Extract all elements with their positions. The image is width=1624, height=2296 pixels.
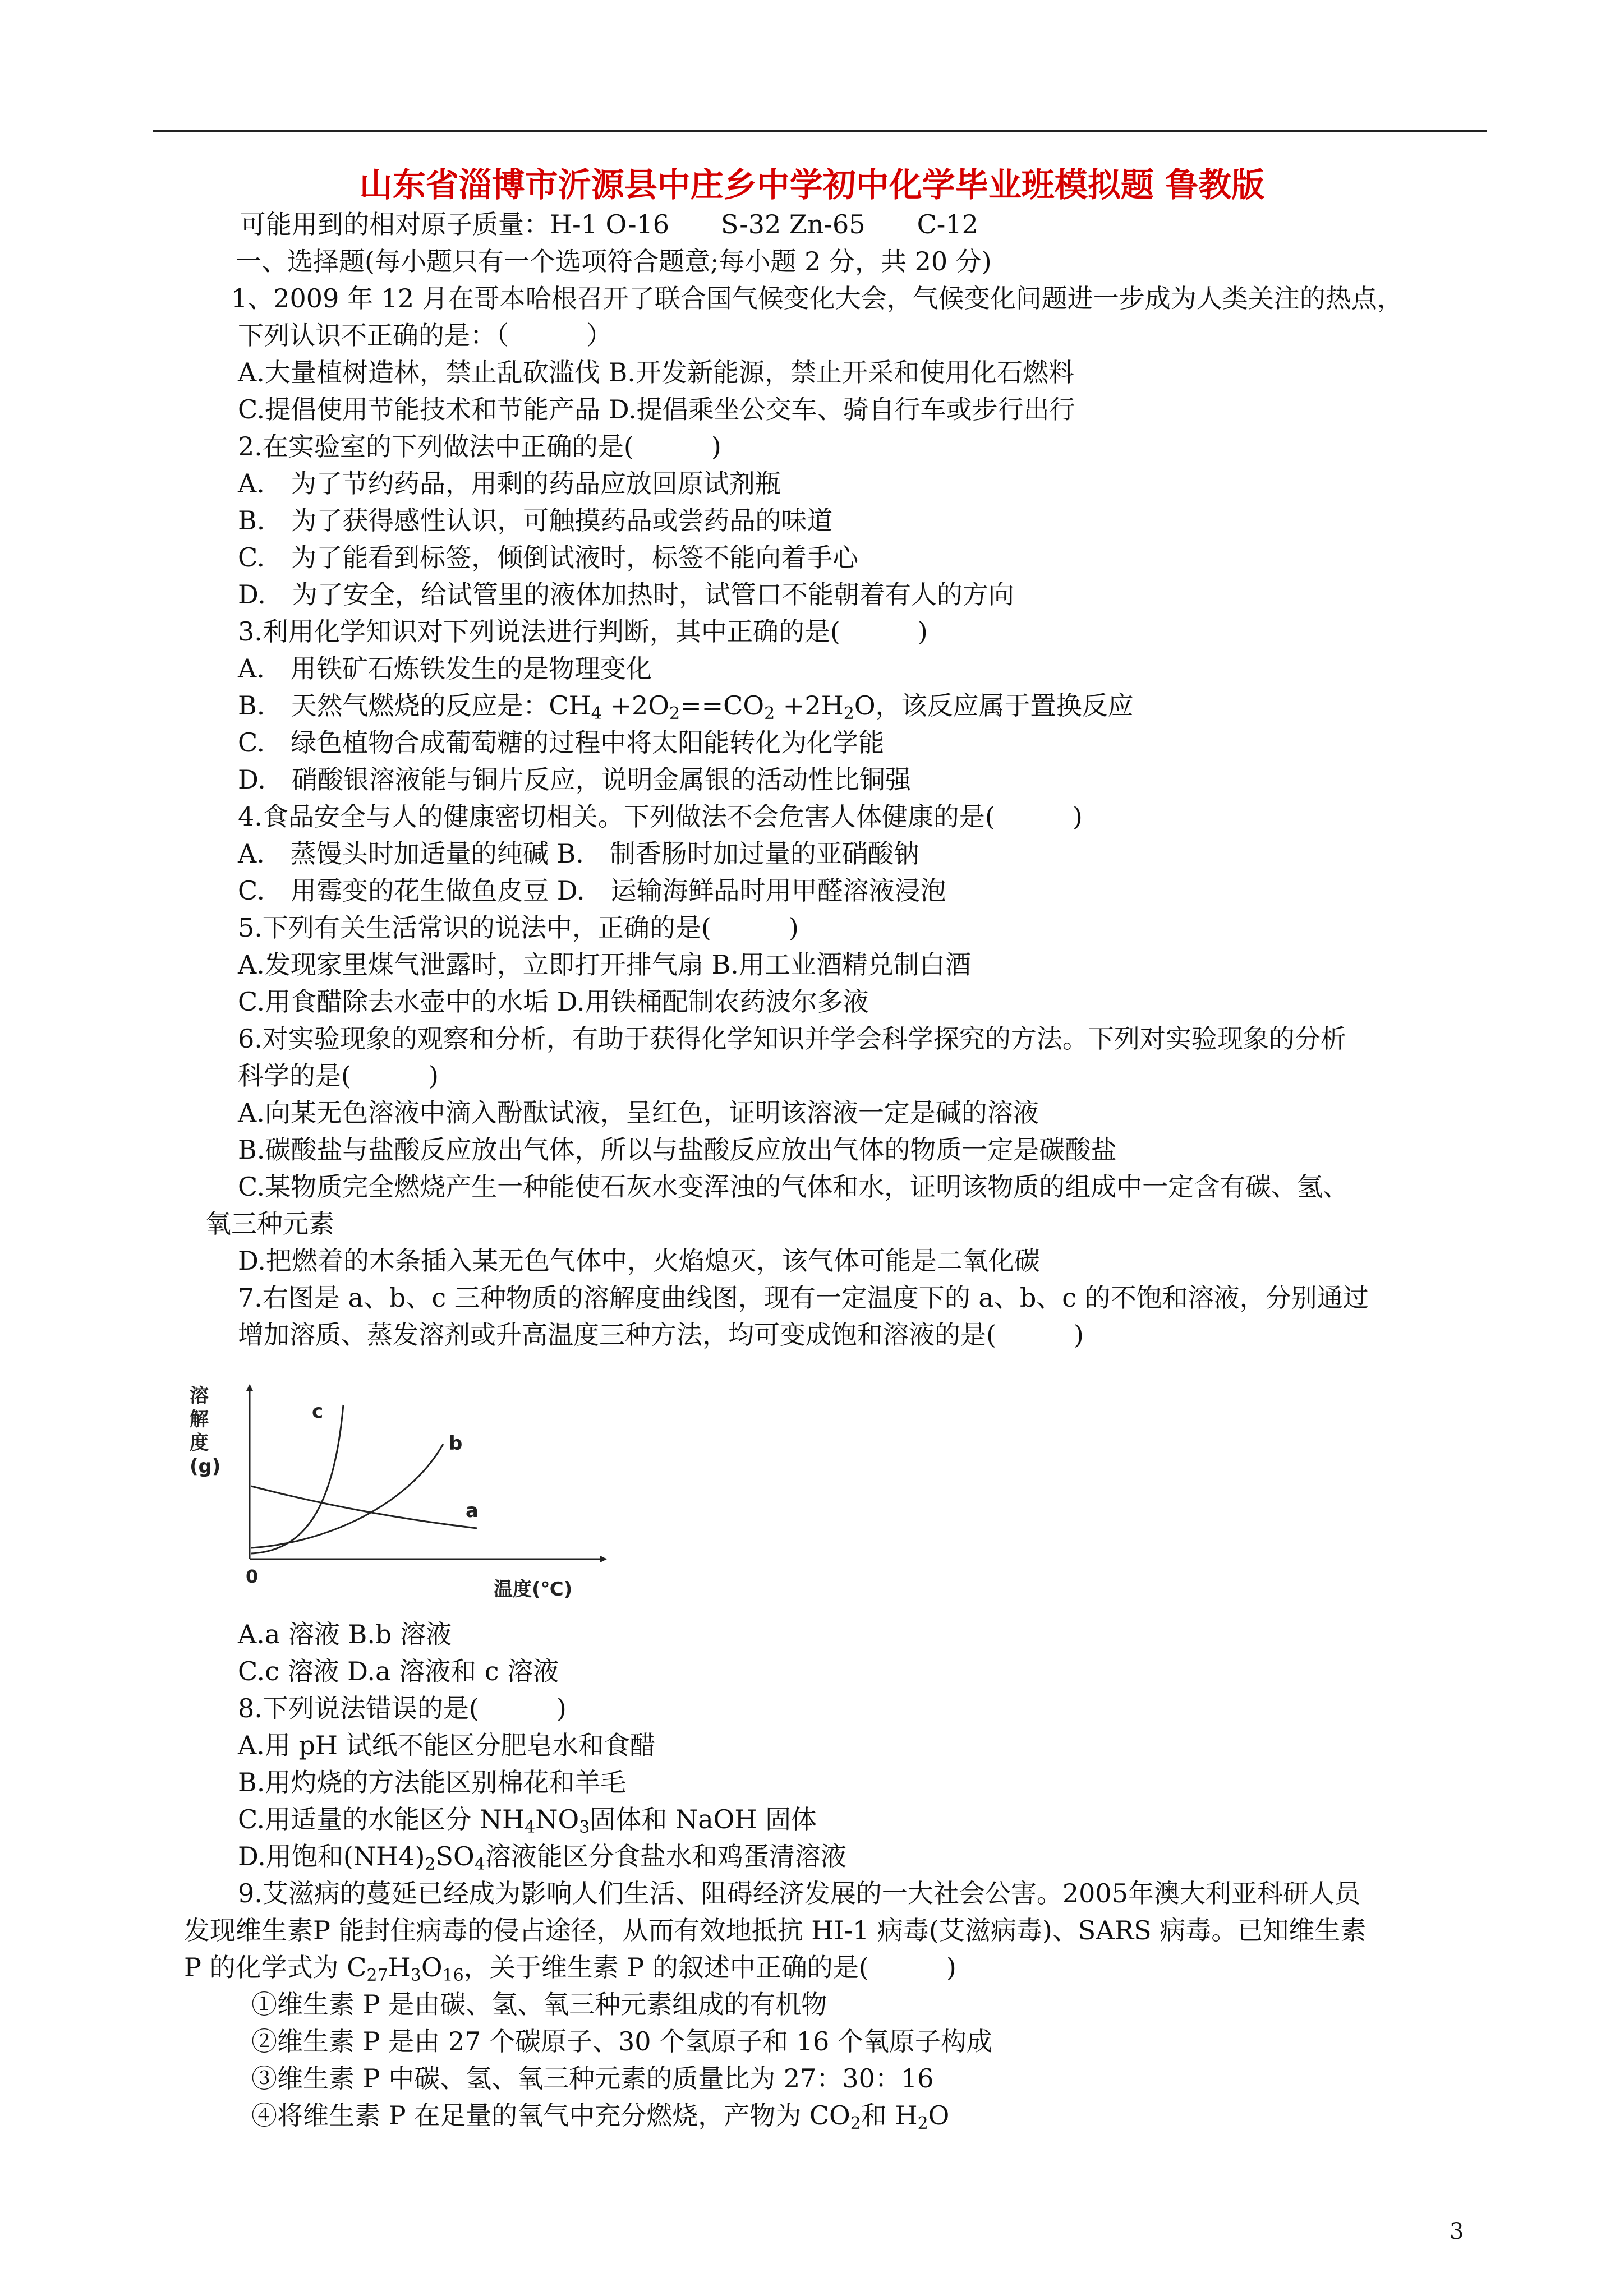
origin-label: 0 [246,1566,259,1587]
question-9-stem-formula: P 的化学式为 $C_{27}H_3O_{16}$，关于维生素 P 的叙述中正确的是( ) [184,1952,956,1985]
question-3-option-a: A. 用铁矿石炼铁发生的是物理变化 [238,653,652,684]
question-2-option-a: A. 为了节约药品，用剩的药品应放回原试剂瓶 [238,468,781,499]
series-a-label: a [466,1500,479,1522]
question-1-options: C.提倡使用节能技术和节能产品 D.提倡乘坐公交车、骑自行车或步行出行 [238,394,1075,425]
question-2-option-b: B. 为了获得感性认识，可触摸药品或尝药品的味道 [238,505,833,536]
series-c-label: c [312,1400,324,1423]
question-8-option-d: D.用饱和$(NH4)_2SO_4$溶液能区分食盐水和鸡蛋清溶液 [238,1841,846,1874]
question-3-option-b: B. 天然气燃烧的反应是：$CH_4 +2O_2==CO_2 +2H_2O$，该反应属于置换反应 [238,690,1134,723]
question-9-item-1: ①维生素 P 是由碳、氢、氧三种元素组成的有机物 [251,1989,827,2020]
question-5-stem: 5.下列有关生活常识的说法中，正确的是( ) [238,912,799,943]
question-9-stem-cont: 发现维生素P 能封住病毒的侵占途径，从而有效地抵抗 HI-1 病毒(艾滋病毒)、SARS 病毒。已知维生素 [184,1915,1367,1945]
solubility-curve-chart [185,1368,623,1604]
question-8-option-b: B.用灼烧的方法能区别棉花和羊毛 [238,1767,627,1797]
question-3-stem: 3.利用化学知识对下列说法进行判断，其中正确的是( ) [238,616,928,647]
svg-text:溶解度(g) [190,1385,220,1478]
question-5-options: C.用食醋除去水壶中的水垢 D.用铁桶配制农药波尔多液 [238,986,869,1017]
x-axis-label: 温度(℃) [494,1578,573,1601]
question-4-options: A. 蒸馒头时加适量的纯碱 B. 制香肠时加过量的亚硝酸钠 [238,838,919,869]
question-6-option-c: C.某物质完全燃烧产生一种能使石灰水变浑浊的气体和水，证明该物质的组成中一定含有碳、氢、 [238,1172,1349,1202]
question-7-options: C.c 溶液 D.a 溶液和 c 溶液 [238,1656,559,1686]
question-1-stem-cont: 下列认识不正确的是：（ ） [238,320,612,351]
series-b-label: b [449,1432,463,1455]
question-9-item-3: ③维生素 P 中碳、氢、氧三种元素的质量比为 27：30：16 [251,2063,934,2094]
question-3-option-d: D. 硝酸银溶液能与铜片反应，说明金属银的活动性比铜强 [238,764,911,795]
question-4-stem: 4.食品安全与人的健康密切相关。下列做法不会危害人体健康的是( ) [238,801,1083,832]
question-3-option-c: C. 绿色植物合成葡萄糖的过程中将太阳能转化为化学能 [238,727,885,758]
question-8-option-c: C.用适量的水能区分 $NH_4NO_3$固体和 NaOH 固体 [238,1804,817,1837]
question-6-stem: 6.对实验现象的观察和分析，有助于获得化学知识并学会科学探究的方法。下列对实验现象的分析 [238,1023,1346,1054]
question-1-options: A.大量植树造林，禁止乱砍滥伐 B.开发新能源，禁止开采和使用化石燃料 [238,357,1074,388]
question-9-item-2: ②维生素 P 是由 27 个碳原子、30 个氢原子和 16 个氧原子构成 [251,2026,992,2057]
question-7-stem-cont: 增加溶质、蒸发溶剂或升高温度三种方法，均可变成饱和溶液的是( ) [238,1320,1084,1350]
header-rule [153,130,1487,132]
question-9-stem: 9.艾滋病的蔓延已经成为影响人们生活、阻碍经济发展的一大社会公害。2005年澳大利亚科研人员 [238,1878,1360,1908]
question-7-options: A.a 溶液 B.b 溶液 [238,1619,452,1649]
question-2-option-d: D. 为了安全，给试管里的液体加热时，试管口不能朝着有人的方向 [238,579,1014,610]
series-b-curve [251,1444,443,1548]
y-axis-label-part: (g) [190,1455,221,1478]
question-6-option-c-cont: 氧三种元素 [205,1209,334,1239]
question-6-option-d: D.把燃着的木条插入某无色气体中，火焰熄灭，该气体可能是二氧化碳 [238,1246,1040,1276]
question-6-option-b: B.碳酸盐与盐酸反应放出气体，所以与盐酸反应放出气体的物质一定是碳酸盐 [238,1135,1117,1165]
question-2-option-c: C. 为了能看到标签，倾倒试液时，标签不能向着手心 [238,542,859,573]
question-8-stem: 8.下列说法错误的是( ) [238,1693,567,1723]
question-6-stem-cont: 科学的是( ) [238,1061,439,1091]
question-1-stem: 1、2009 年 12 月在哥本哈根召开了联合国气候变化大会，气候变化问题进一步成为人类关注的热点， [231,283,1403,313]
section-heading: 一、选择题(每小题只有一个选项符合题意;每小题 2 分，共 20 分) [236,246,992,276]
y-axis-label-part: 度 [190,1432,209,1454]
question-2-stem: 2.在实验室的下列做法中正确的是( ) [238,431,721,462]
question-8-option-a: A.用 pH 试纸不能区分肥皂水和食醋 [238,1730,656,1760]
y-axis-label [190,1385,220,1478]
question-7-stem: 7.右图是 a、b、c 三种物质的溶解度曲线图，现有一定温度下的 a、b、c 的不饱和溶液，分别通过 [238,1283,1369,1313]
atomic-masses: 可能用到的相对原子质量：H-1 O-16 S-32 Zn-65 C-12 [240,209,978,239]
page-number: 3 [1450,2219,1464,2244]
question-9-item-4: ④将维生素 P 在足量的氧气中充分燃烧，产物为 $CO_2$和 $H_2O$ [251,2100,950,2133]
y-axis-label-part: 解 [190,1408,209,1431]
question-5-options: A.发现家里煤气泄露时，立即打开排气扇 B.用工业酒精兑制白酒 [238,949,971,980]
y-axis-label-part: 溶 [190,1385,209,1407]
question-4-options: C. 用霉变的花生做鱼皮豆 D. 运输海鲜品时用甲醛溶液浸泡 [238,875,946,906]
question-6-option-a: A.向某无色溶液中滴入酚酞试液，呈红色，证明该溶液一定是碱的溶液 [238,1098,1039,1128]
series-a-curve [251,1486,477,1528]
document-title: 山东省淄博市沂源县中庄乡中学初中化学毕业班模拟题 鲁教版 [359,165,1265,204]
